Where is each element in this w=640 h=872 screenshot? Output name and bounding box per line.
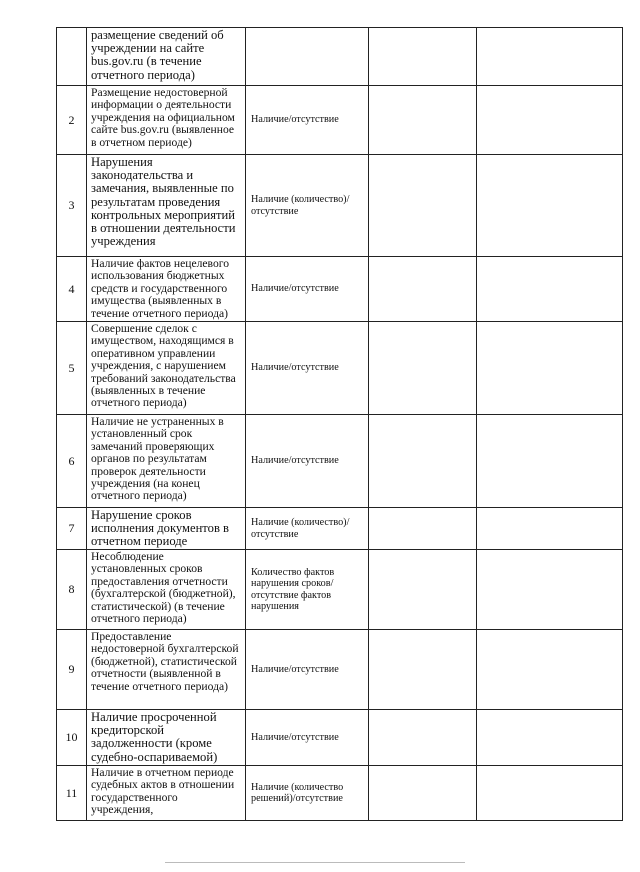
table-row	[57, 550, 623, 630]
table-row	[57, 415, 623, 508]
empty-cell	[369, 28, 477, 86]
criterion-name: размещение сведений об учреждении на сайте bus.gov.ru (в течение отчетного периода)	[87, 28, 246, 86]
empty-cell	[477, 766, 623, 821]
criterion-value-type: Наличие/отсутствие	[246, 257, 369, 322]
table-row	[57, 28, 623, 86]
empty-cell	[477, 322, 623, 415]
criterion-name: Наличие не устраненных в установленный срок замечаний проверяющих органов по результатам проверок деятельности учреждения (на конец отчетного периода)	[87, 415, 246, 508]
row-number: 7	[57, 508, 87, 550]
criterion-value-type: Наличие/отсутствие	[246, 630, 369, 710]
empty-cell	[477, 415, 623, 508]
empty-cell	[477, 86, 623, 155]
empty-cell	[369, 415, 477, 508]
criterion-value-type: Наличие/отсутствие	[246, 415, 369, 508]
row-number: 6	[57, 415, 87, 508]
empty-cell	[369, 766, 477, 821]
criterion-name: Совершение сделок с имуществом, находящимся в оперативном управлении учреждения, с нарушением требований законодательства (выявленных в течение отчетного периода)	[87, 322, 246, 415]
empty-cell	[477, 630, 623, 710]
row-number: 2	[57, 86, 87, 155]
empty-cell	[477, 155, 623, 257]
row-number: 4	[57, 257, 87, 322]
row-number: 10	[57, 710, 87, 766]
criteria-table	[56, 27, 623, 821]
table-row	[57, 630, 623, 710]
criterion-value-type: Наличие (количество решений)/отсутствие	[246, 766, 369, 821]
empty-cell	[477, 28, 623, 86]
table-row	[57, 155, 623, 257]
criterion-name: Нарушение сроков исполнения документов в отчетном периоде	[87, 508, 246, 550]
criterion-value-type: Наличие/отсутствие	[246, 322, 369, 415]
empty-cell	[369, 630, 477, 710]
empty-cell	[477, 710, 623, 766]
empty-cell	[477, 550, 623, 630]
empty-cell	[369, 322, 477, 415]
row-number: 9	[57, 630, 87, 710]
table-row	[57, 86, 623, 155]
criterion-value-type: Наличие/отсутствие	[246, 86, 369, 155]
criterion-value-type	[246, 28, 369, 86]
row-number: 5	[57, 322, 87, 415]
criterion-name: Нарушения законодательства и замечания, выявленные по результатам проведения контрольных мероприятий в отношении деятельности учреждения	[87, 155, 246, 257]
criterion-value-type: Наличие (количество)/ отсутствие	[246, 155, 369, 257]
empty-cell	[369, 86, 477, 155]
empty-cell	[369, 508, 477, 550]
row-number: 3	[57, 155, 87, 257]
scan-edge-line	[165, 862, 465, 863]
criterion-name: Наличие в отчетном периоде судебных актов в отношении государственного учреждения,	[87, 766, 246, 821]
criterion-name: Наличие фактов нецелевого использования бюджетных средств и государственного имущества (выявленных в течение отчетного периода)	[87, 257, 246, 322]
criterion-value-type: Наличие/отсутствие	[246, 710, 369, 766]
row-number	[57, 28, 87, 86]
criterion-name: Предоставление недостоверной бухгалтерской (бюджетной), статистической отчетности (выявленной в течение отчетного периода)	[87, 630, 246, 710]
table-row	[57, 766, 623, 821]
table-row	[57, 322, 623, 415]
criterion-name: Несоблюдение установленных сроков предоставления отчетности (бухгалтерской (бюджетной), статистической) (в течение отчетного периода)	[87, 550, 246, 630]
empty-cell	[369, 257, 477, 322]
row-number: 8	[57, 550, 87, 630]
empty-cell	[369, 710, 477, 766]
row-number: 11	[57, 766, 87, 821]
table-row	[57, 710, 623, 766]
criterion-value-type: Наличие (количество)/ отсутствие	[246, 508, 369, 550]
empty-cell	[369, 550, 477, 630]
criterion-name: Наличие просроченной кредиторской задолженности (кроме судебно-оспариваемой)	[87, 710, 246, 766]
criterion-name: Размещение недостоверной информации о деятельности учреждения на официальном сайте bus.gov.ru (выявленное в отчетном периоде)	[87, 86, 246, 155]
empty-cell	[369, 155, 477, 257]
empty-cell	[477, 508, 623, 550]
criterion-value-type: Количество фактов нарушения сроков/отсутствие фактов нарушения	[246, 550, 369, 630]
table-row	[57, 257, 623, 322]
table-row	[57, 508, 623, 550]
empty-cell	[477, 257, 623, 322]
